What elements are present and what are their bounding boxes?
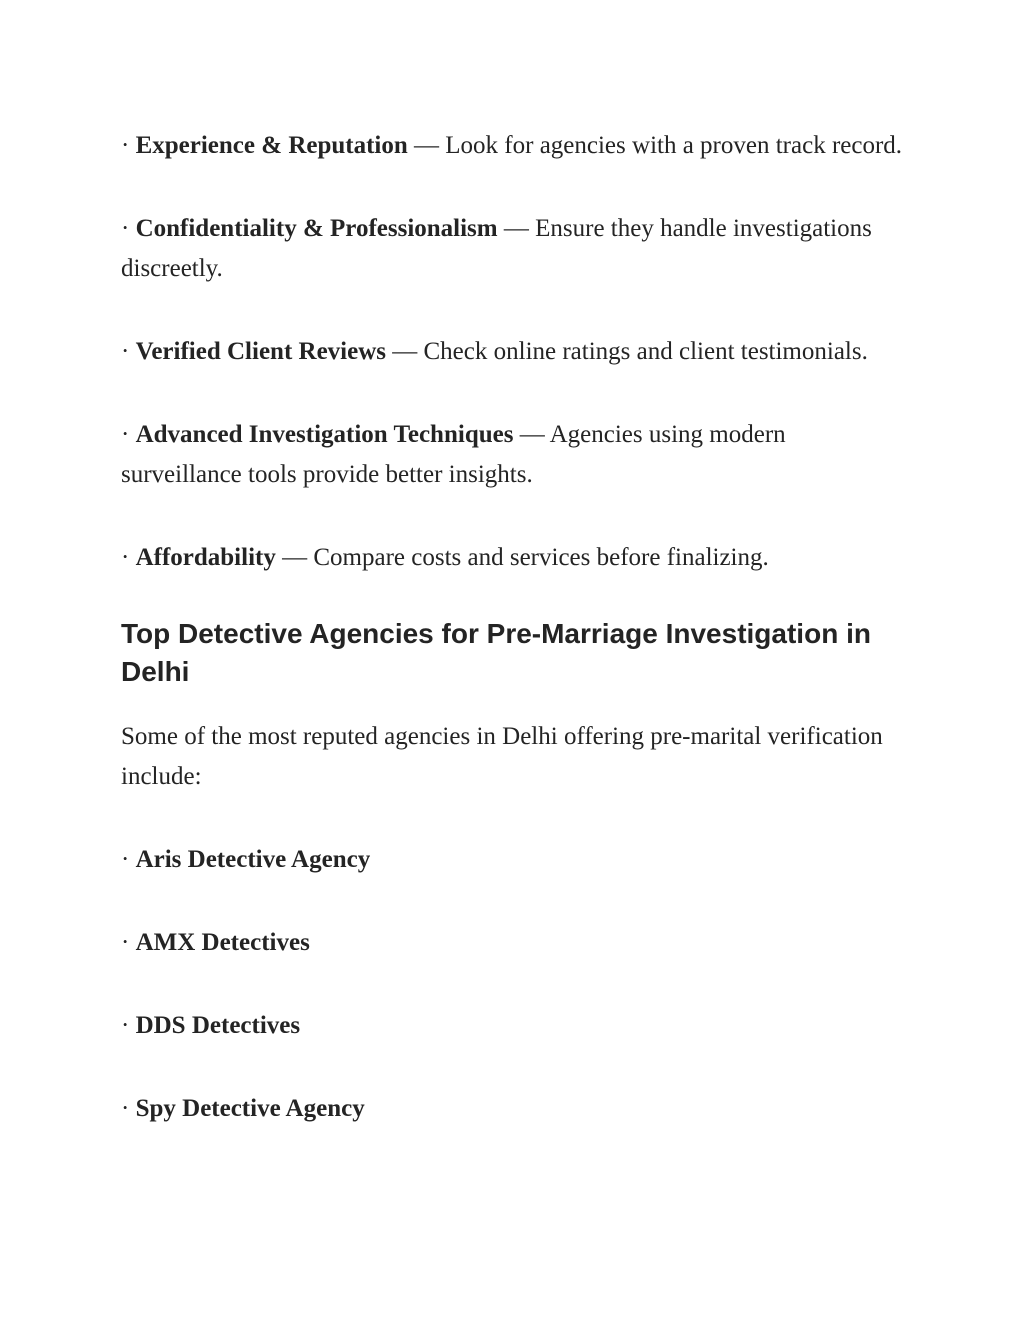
factor-item <box>121 332 911 372</box>
agency-item <box>121 1089 911 1129</box>
factor-item <box>121 415 911 495</box>
dash: — <box>275 544 314 571</box>
section-heading: Top Detective Agencies for Pre-Marriage Investigation in Delhi <box>121 618 871 687</box>
bullet: · <box>121 338 136 365</box>
bullet: · <box>121 1012 136 1039</box>
factor-item <box>121 538 911 578</box>
section-intro: Some of the most reputed agencies in Delhi offering pre-marital verification include: <box>121 723 883 790</box>
agency-item <box>121 840 911 880</box>
factor-item <box>121 209 911 289</box>
bullet: · <box>121 544 136 571</box>
dash: — <box>386 338 424 365</box>
factor-item <box>121 126 911 166</box>
factor-title: Confidentiality & Professionalism <box>135 215 498 242</box>
agency-name: Aris Detective Agency <box>135 846 371 873</box>
factor-text: Look for agencies with a proven track record. <box>445 132 903 159</box>
dash: — <box>407 132 446 159</box>
bullet: · <box>121 1095 136 1122</box>
dash: — <box>513 421 550 448</box>
agency-item <box>121 923 911 963</box>
agency-item <box>121 1006 911 1046</box>
bullet: · <box>121 929 136 956</box>
factor-title: Affordability <box>135 544 276 571</box>
agency-name: DDS Detectives <box>135 1012 301 1039</box>
dash: — <box>497 215 536 242</box>
factor-text: Check online ratings and client testimonials. <box>423 338 868 365</box>
factor-title: Advanced Investigation Techniques <box>135 421 514 448</box>
factor-text: Agencies using modern surveillance tools provide better insights. <box>121 421 786 488</box>
bullet: · <box>121 215 136 242</box>
factor-title: Verified Client Reviews <box>135 338 386 365</box>
bullet: · <box>121 846 136 873</box>
factor-title: Experience & Reputation <box>135 132 408 159</box>
document-page <box>121 126 911 1129</box>
agency-name: Spy Detective Agency <box>135 1095 365 1122</box>
factor-text: Compare costs and services before finalizing. <box>313 544 769 571</box>
factor-text: Ensure they handle investigations discreetly. <box>121 215 872 282</box>
agency-name: AMX Detectives <box>135 929 310 956</box>
bullet: · <box>121 421 136 448</box>
bullet: · <box>121 132 136 159</box>
